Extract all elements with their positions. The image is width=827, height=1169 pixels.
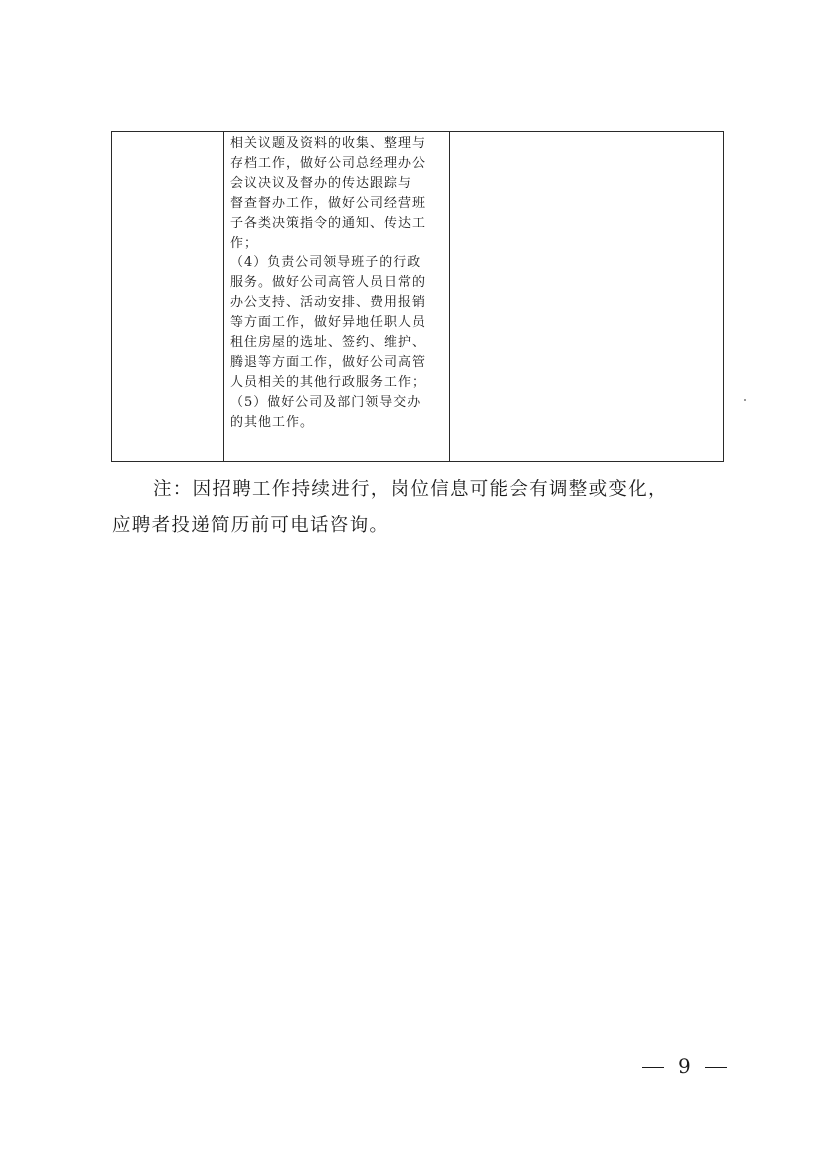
duty-line: 租住房屋的选址、签约、维护、 (230, 335, 427, 351)
position-cell (112, 132, 224, 462)
page-number (642, 1054, 727, 1078)
scan-speck (744, 399, 746, 401)
note-line-2: 应聘者投递简历前可电话咨询。 (112, 515, 390, 536)
duty-line: 相关议题及资料的收集、整理与 (230, 136, 427, 151)
duties-text (224, 132, 449, 433)
duty-line: 作； (230, 235, 259, 251)
duty-line: （4）负责公司领导班子的行政 (230, 255, 422, 271)
table-row (112, 132, 724, 462)
note-line-1: 注：因招聘工作持续进行，岗位信息可能会有调整或变化， (153, 479, 668, 500)
page-number-value: 9 (678, 1054, 691, 1078)
duty-line: 存档工作，做好公司总经理办公 (230, 155, 427, 171)
duty-line: 服务。做好公司高管人员日常的 (230, 275, 427, 291)
requirements-cell (450, 132, 724, 462)
duty-line: 办公支持、活动安排、费用报销 (230, 295, 427, 311)
dash-left (642, 1067, 664, 1068)
duty-line: 腾退等方面工作，做好公司高管 (230, 354, 427, 370)
duty-line: 的其他工作。 (230, 414, 315, 430)
duty-line: 会议决议及督办的传达跟踪与 (230, 175, 413, 191)
duty-line: 督查督办工作，做好公司经营班 (230, 195, 427, 211)
duties-cell (224, 132, 450, 462)
duty-line: 子各类决策指令的通知、传达工 (230, 215, 427, 231)
dash-right (705, 1067, 727, 1068)
duty-line: 人员相关的其他行政服务工作； (230, 374, 427, 390)
job-description-table (111, 131, 724, 462)
recruitment-note (112, 472, 748, 544)
duty-line: （5）做好公司及部门领导交办 (230, 394, 422, 410)
duty-line: 等方面工作，做好异地任职人员 (230, 315, 427, 331)
